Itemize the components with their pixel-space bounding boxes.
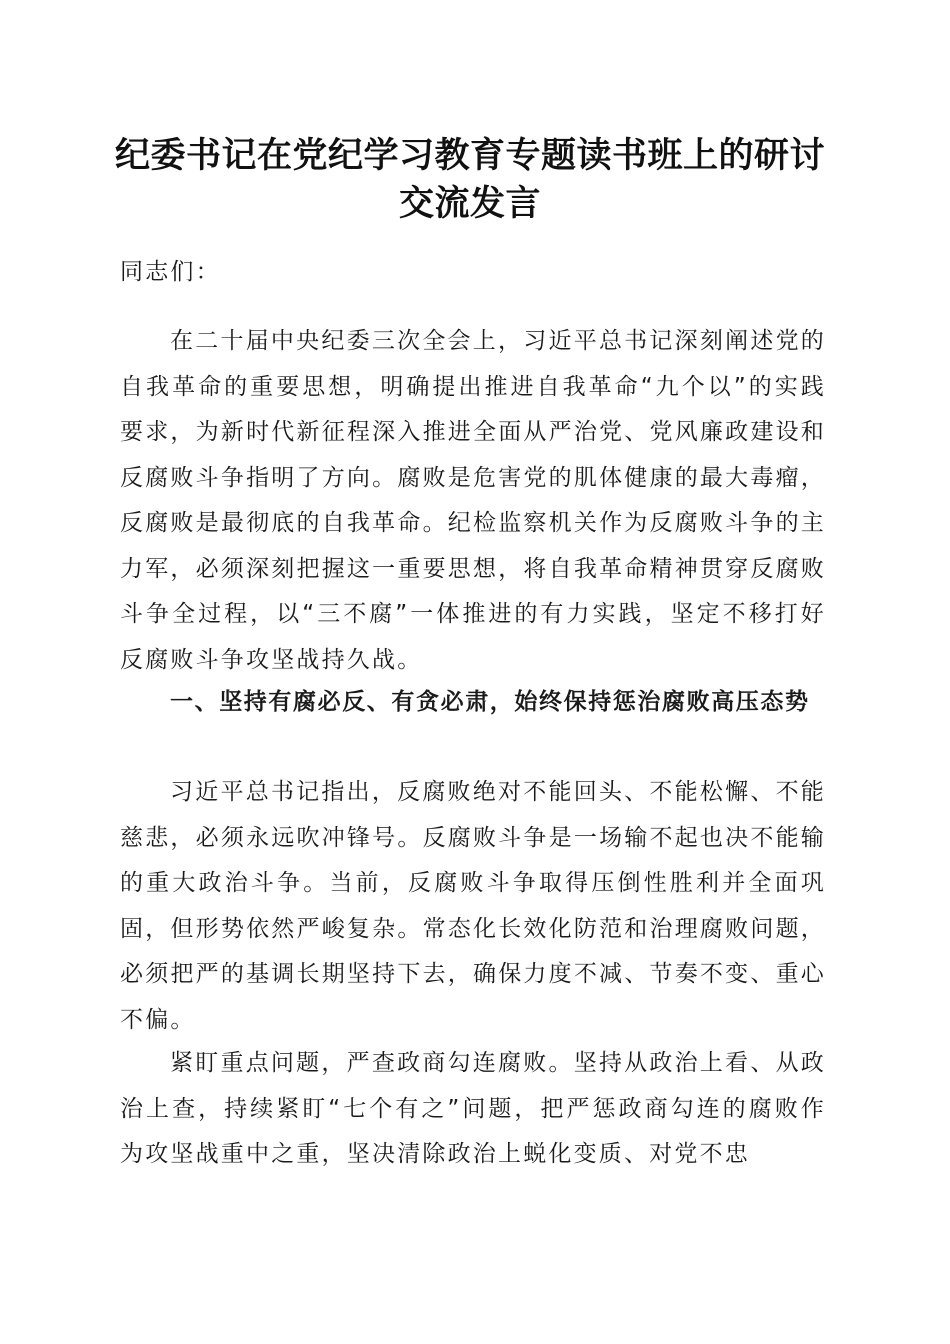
section-heading-1: 一、坚持有腐必反、有贪必肃，始终保持惩治腐败高压态势	[170, 689, 810, 715]
document-title: 纪委书记在党纪学习教育专题读书班上的研讨交流发言	[114, 135, 825, 224]
paragraph-section1-a: 习近平总书记指出，反腐败绝对不能回头、不能松懈、不能慈悲，必须永远吹冲锋号。反腐败斗争是一场输不起也决不能输的重大政治斗争。当前，反腐败斗争取得压倒性胜利并全面巩固，但形势依然严峻复杂。常态化长效化防范和治理腐败问题，必须把严的基调长期坚持下去，确保力度不减、节奏不变、重心不偏。	[120, 779, 826, 1033]
salutation: 同志们：	[120, 259, 221, 285]
paragraph-intro: 在二十届中央纪委三次全会上，习近平总书记深刻阐述党的自我革命的重要思想，明确提出推进自我革命“九个以”的实践要求，为新时代新征程深入推进全面从严治党、党风廉政建设和反腐败斗争指明了方向。腐败是危害党的肌体健康的最大毒瘤，反腐败是最彻底的自我革命。纪检监察机关作为反腐败斗争的主力军，必须深刻把握这一重要思想，将自我革命精神贯穿反腐败斗争全过程，以“三不腐”一体推进的有力实践，坚定不移打好反腐败斗争攻坚战持久战。	[120, 328, 826, 673]
paragraph-section1-b: 紧盯重点问题，严查政商勾连腐败。坚持从政治上看、从政治上查，持续紧盯“七个有之”问题，把严惩政商勾连的腐败作为攻坚战重中之重，坚决清除政治上蜕化变质、对党不忠	[120, 1050, 826, 1167]
